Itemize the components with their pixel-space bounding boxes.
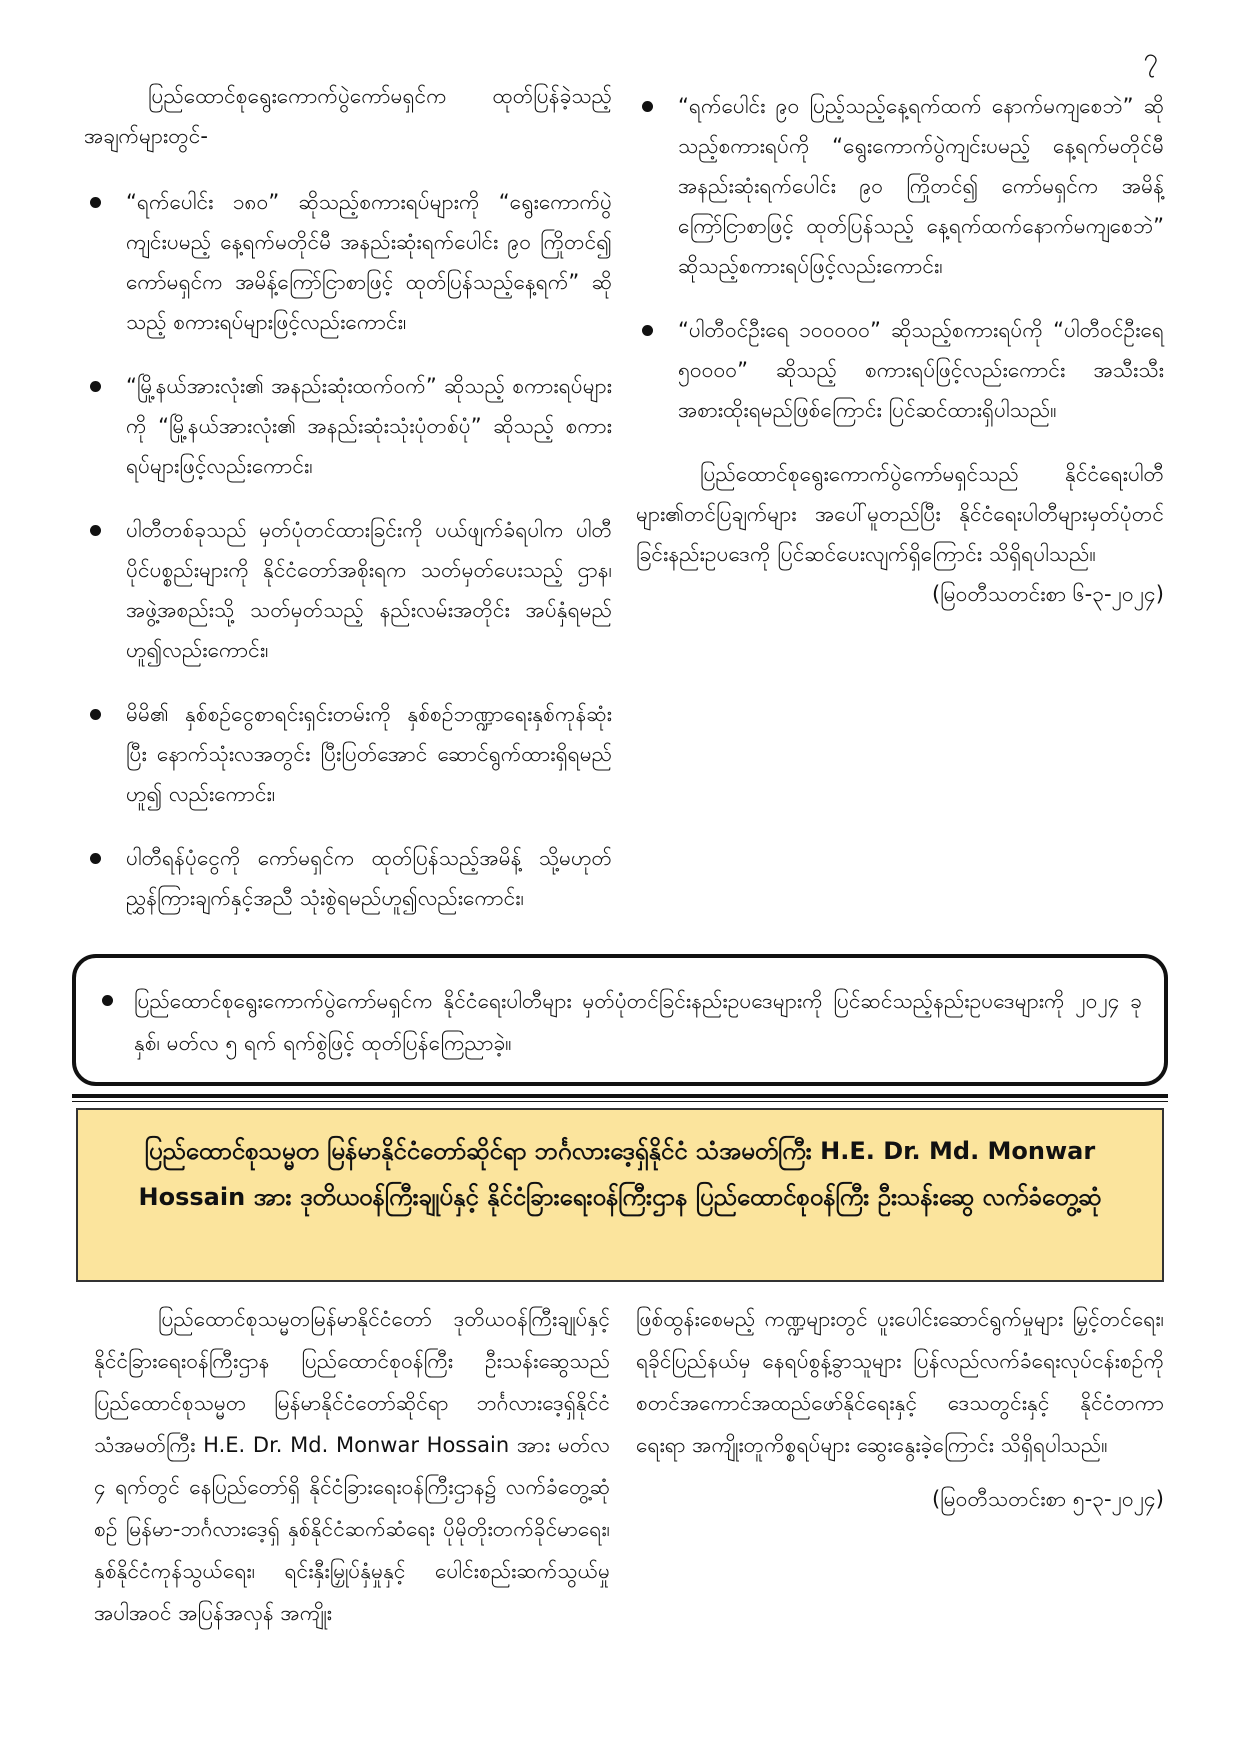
article-headline: ပြည်ထောင်စုသမ္မတ မြန်မာနိုင်ငံတော်ဆိုင်ရာ ဘင်္ဂလားဒေ့ရှ်နိုင်ငံ သံအမတ်ကြီး H.E. Dr. Md. Monwar Hossain အား ဒုတိယဝန်ကြီးချုပ်နှင့် နိုင်ငံခြားရေးဝန်ကြီးဌာန ပြည်ထောင်စုဝန်ကြီး ဦးသန်းဆွေ လက်ခံတွေ့ဆုံ	[76, 1108, 1164, 1282]
bullet-icon	[102, 995, 113, 1006]
list-item: “ရက်ပေါင်း ၉၀ ပြည့်သည့်နေ့ရက်ထက် နောက်မကျစေဘဲ” ဆိုသည့်စကားရပ်ကို “ရွေးကောက်ပွဲကျင်းပမည့် နေ့ရက်မတိုင်မီ အနည်းဆုံးရက်ပေါင်း ၉၀ ကြိုတင်၍ ကော်မရှင်က အမိန့်ကြော်ငြာစာဖြင့် ထုတ်ပြန်သည့် နေ့ရက်ထက်နောက်မကျစေဘဲ” ဆိုသည့်စကားရပ်ဖြင့်လည်းကောင်း၊	[636, 86, 1164, 286]
list-item: ပါတီရန်ပုံငွေကို ကော်မရှင်က ထုတ်ပြန်သည့်အမိန့် သို့မဟုတ် ညွှန်ကြားချက်နှင့်အညီ သုံးစွဲရမည်ဟူ၍လည်းကောင်း၊	[84, 838, 612, 918]
amendment-list-right	[636, 86, 1164, 430]
intro-paragraph: ပြည်ထောင်စုရွေးကောက်ပွဲကော်မရှင်က ထုတ်ပြန်ခဲ့သည့်အချက်များတွင်-	[84, 84, 612, 148]
amendment-list-left	[84, 182, 612, 918]
list-item: “ပါတီဝင်ဦးရေ ၁၀၀၀၀၀” ဆိုသည့်စကားရပ်ကို “ပါတီဝင်ဦးရေ ၅၀၀၀၀” ဆိုသည့် စကားရပ်ဖြင့်လည်းကောင်း အသီးသီးအစားထိုးရမည်ဖြစ်ကြောင်း ပြင်ဆင်ထားရှိပါသည်။	[636, 310, 1164, 430]
list-item: ပါတီတစ်ခုသည် မှတ်ပုံတင်ထားခြင်းကို ပယ်ဖျက်ခံရပါက ပါတီပိုင်ပစ္စည်းများကို နိုင်ငံတော်အစိုးရက သတ်မှတ်ပေးသည့် ဌာန၊ အဖွဲ့အစည်းသို့ သတ်မှတ်သည့် နည်းလမ်းအတိုင်း အပ်နှံရမည်ဟူ၍လည်းကောင်း၊	[84, 510, 612, 670]
notice-box	[72, 954, 1168, 1086]
right-column	[636, 86, 1164, 614]
left-column	[84, 76, 612, 942]
article-paragraph-continued: ဖြစ်ထွန်းစေမည့် ကဏ္ဍများတွင် ပူးပေါင်းဆောင်ရွက်မှုများ မြှင့်တင်ရေး၊ ရခိုင်ပြည်နယ်မှ နေရပ်စွန့်ခွာသူများ ပြန်လည်လက်ခံရေးလုပ်ငန်းစဉ်ကို စတင်အကောင်အထည်ဖော်နိုင်ရေးနှင့် ဒေသတွင်းနှင့် နိုင်ငံတကာရေးရာ အကျိုးတူကိစ္စရပ်များ ဆွေးနွေးခဲ့ကြောင်း သိရှိရပါသည်။	[636, 1307, 1164, 1457]
article-right-column	[636, 1298, 1164, 1520]
divider-thick	[72, 1094, 1168, 1098]
article-paragraph: ပြည်ထောင်စုသမ္မတမြန်မာနိုင်ငံတော် ဒုတိယဝန်ကြီးချုပ်နှင့် နိုင်ငံခြားရေးဝန်ကြီးဌာန ပြည်ထောင်စုဝန်ကြီး ဦးသန်းဆွေသည် ပြည်ထောင်စုသမ္မတ မြန်မာနိုင်ငံတော်ဆိုင်ရာ ဘင်္ဂလားဒေ့ရှ်နိုင်ငံ သံအမတ်ကြီး H.E. Dr. Md. Monwar Hossain အား မတ်လ ၄ ရက်တွင် နေပြည်တော်ရှိ နိုင်ငံခြားရေးဝန်ကြီးဌာန၌ လက်ခံတွေ့ဆုံစဉ် မြန်မာ-ဘင်္ဂလားဒေ့ရှ် နှစ်နိုင်ငံဆက်ဆံရေး ပိုမိုတိုးတက်ခိုင်မာရေး၊ နှစ်နိုင်ငံကုန်သွယ်ရေး၊ ရင်းနှီးမြှုပ်နှံမှုနှင့် ပေါင်းစည်းဆက်သွယ်မှုအပါအဝင် အပြန်အလှန် အကျိုး	[94, 1307, 610, 1625]
list-item: “ရက်ပေါင်း ၁၈၀” ဆိုသည့်စကားရပ်များကို “ရွေးကောက်ပွဲကျင်းပမည့် နေ့ရက်မတိုင်မီ အနည်းဆုံးရက်ပေါင်း ၉၀ ကြိုတင်၍ ကော်မရှင်က အမိန့်ကြော်ငြာစာဖြင့် ထုတ်ပြန်သည့်နေ့ရက်” ဆိုသည့် စကားရပ်များဖြင့်လည်းကောင်း၊	[84, 182, 612, 342]
page-number: ၇	[1143, 43, 1158, 73]
list-item: “မြို့နယ်အားလုံး၏ အနည်းဆုံးထက်ဝက်” ဆိုသည့် စကားရပ်များကို “မြို့နယ်အားလုံး၏ အနည်းဆုံးသုံးပုံတစ်ပုံ” ဆိုသည့် စကားရပ်များဖြင့်လည်းကောင်း၊	[84, 366, 612, 486]
source-citation: (မြဝတီသတင်းစာ ၅-၃-၂၀၂၄)	[931, 1487, 1164, 1511]
list-item: မိမိ၏ နှစ်စဉ်ငွေစာရင်းရှင်းတမ်းကို နှစ်စဉ်ဘဏ္ဍာရေးနှစ်ကုန်ဆုံးပြီး နောက်သုံးလအတွင်း ပြီးပြတ်အောင် ဆောင်ရွက်ထားရှိရမည်ဟူ၍ လည်းကောင်း၊	[84, 694, 612, 814]
source-citation: (မြဝတီသတင်းစာ ၆-၃-၂၀၂၄)	[931, 582, 1164, 606]
divider-thin	[72, 1101, 1168, 1102]
notice-text: ပြည်ထောင်စုရွေးကောက်ပွဲကော်မရှင်က နိုင်ငံရေးပါတီများ မှတ်ပုံတင်ခြင်းနည်းဥပဒေများကို ပြင်ဆင်သည့်နည်းဥပဒေများကို ၂၀၂၄ ခုနှစ်၊ မတ်လ ၅ ရက် ရက်စွဲဖြင့် ထုတ်ပြန်ကြေညာခဲ့။	[134, 989, 1142, 1055]
article-left-column	[94, 1298, 610, 1634]
closing-paragraph: ပြည်ထောင်စုရွေးကောက်ပွဲကော်မရှင်သည် နိုင်ငံရေးပါတီများ၏တင်ပြချက်များ အပေါ်မူတည်ပြီး နိုင်ငံရေးပါတီများမှတ်ပုံတင်ခြင်းနည်းဥပဒေကို ပြင်ဆင်ပေးလျက်ရှိကြောင်း သိရှိရပါသည်။	[636, 462, 1164, 566]
